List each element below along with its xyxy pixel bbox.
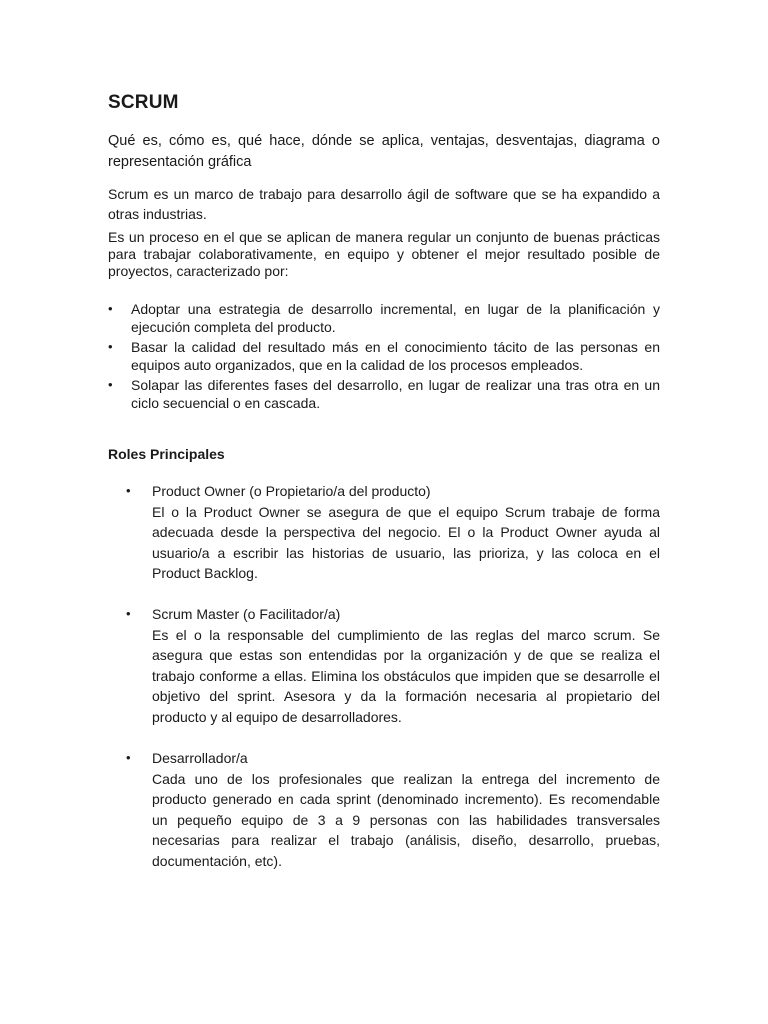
list-item: [126, 604, 660, 727]
intro-paragraph: Scrum es un marco de trabajo para desarrollo ágil de software que se ha expandido a otras industrias.: [108, 186, 660, 222]
role-description: Cada uno de los profesionales que realizan la entrega del incremento de producto generado en cada sprint (denominado incremento). Es recomendable un pequeño equipo de 3 a 9 personas con las habilidades transversales necesarias para realizar el trabajo (análisis, diseño, desarrollo, pruebas, documentación, etc).: [152, 770, 660, 869]
role-name: Desarrollador/a: [152, 750, 248, 766]
list-item: [108, 376, 660, 412]
features-list: [108, 300, 660, 414]
list-item-text: Basar la calidad del resultado más en el conocimiento tácito de las personas en equipos auto organizados, que en la calidad de los procesos empleados.: [131, 339, 660, 373]
role-description: El o la Product Owner se asegura de que el equipo Scrum trabaje de forma adecuada desde la perspectiva del negocio. El o la Product Owner ayuda al usuario/a a escribir las historias de usuario, las prioriza, y las coloca en el Product Backlog.: [152, 503, 660, 581]
list-item: [108, 338, 660, 374]
roles-heading: Roles Principales: [108, 446, 225, 462]
bullet-icon: •: [126, 750, 131, 765]
list-item-text: Adoptar una estrategia de desarrollo incremental, en lugar de la planificación y ejecución completa del producto.: [131, 301, 660, 335]
role-name: Scrum Master (o Facilitador/a): [152, 606, 341, 622]
role-name: Product Owner (o Propietario/a del producto): [152, 483, 431, 499]
bullet-icon: •: [108, 301, 113, 316]
list-item: [126, 481, 660, 584]
role-developer: [126, 748, 660, 871]
list-item-text: Solapar las diferentes fases del desarrollo, en lugar de realizar una tras otra en un ciclo secuencial o en cascada.: [131, 377, 660, 411]
list-item: [108, 300, 660, 336]
role-scrum-master: [126, 604, 660, 727]
bullet-icon: •: [108, 377, 113, 392]
role-description: Es el o la responsable del cumplimiento de las reglas del marco scrum. Se asegura que estas son entendidas por la organización y de que se realiza el trabajo conforme a ellas. Elimina los obstáculos que impiden que se desarrolle el objetivo del sprint. Asesora y da la formación necesaria al propietario del producto y al equipo de desarrolladores.: [152, 626, 660, 725]
bullet-icon: •: [126, 606, 131, 621]
process-paragraph: Es un proceso en el que se aplican de manera regular un conjunto de buenas prácticas para trabajar colaborativamente, en equipo y obtener el mejor resultado posible de proyectos, caracterizado por:: [108, 229, 660, 279]
document-subtitle: Qué es, cómo es, qué hace, dónde se aplica, ventajas, desventajas, diagrama o representación gráfica: [108, 133, 660, 170]
document-title: SCRUM: [108, 92, 179, 113]
role-product-owner: [126, 481, 660, 584]
bullet-icon: •: [126, 483, 131, 498]
bullet-icon: •: [108, 339, 113, 354]
list-item: [126, 748, 660, 871]
